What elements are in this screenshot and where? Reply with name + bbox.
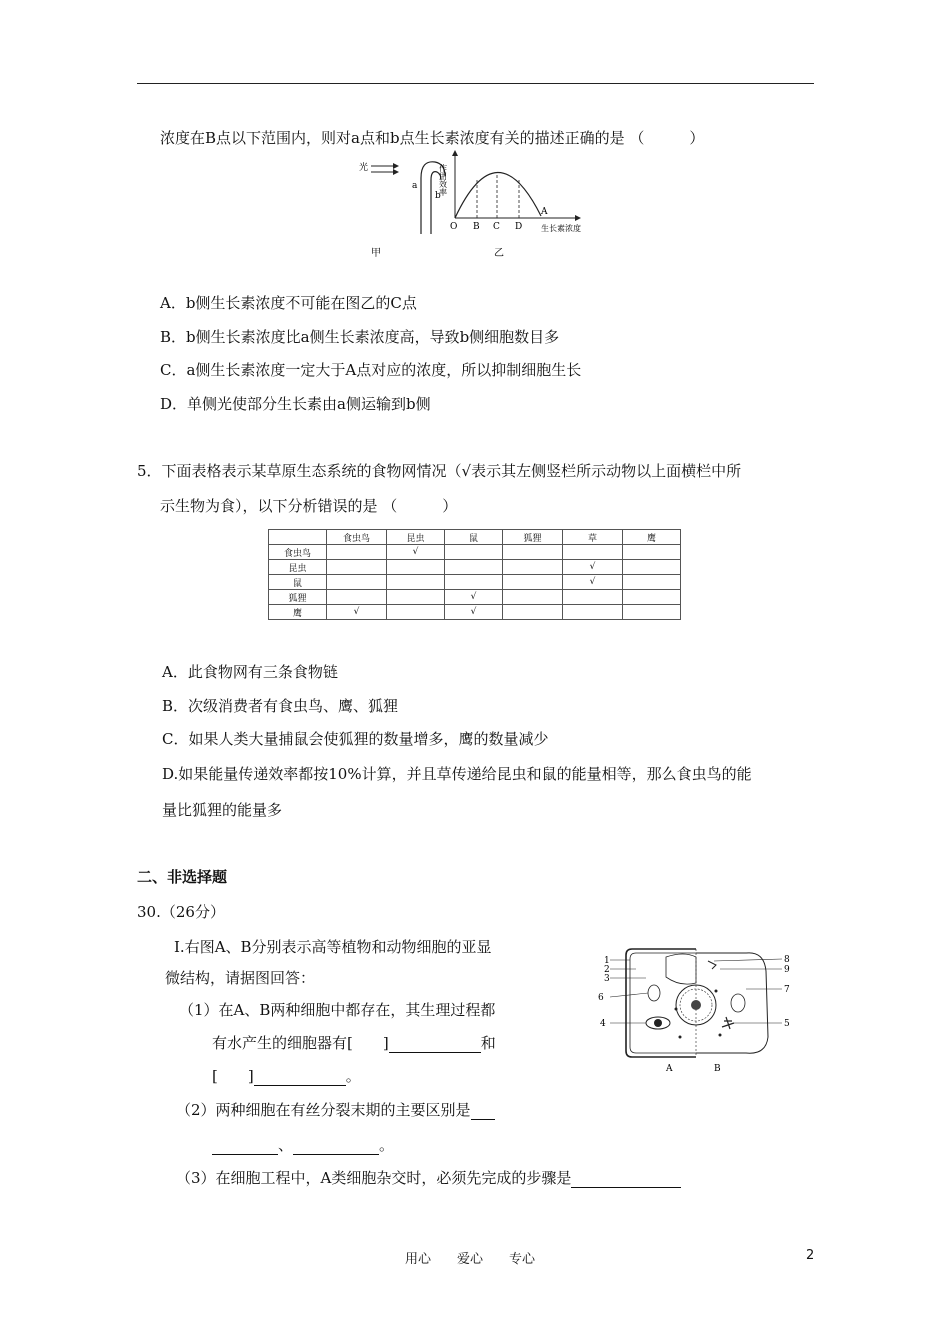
caption-jia: 甲: [371, 248, 381, 259]
table-cell: 食虫鸟: [269, 545, 327, 560]
table-cell: √: [445, 605, 503, 620]
cell-caption-a: A: [666, 1064, 673, 1074]
period: 。: [345, 1067, 361, 1085]
organelle-bracket-2: [ ]: [212, 1067, 254, 1085]
q30-part1-line1: Ⅰ.右图A、B分别表示高等植物和动物细胞的亚显: [174, 938, 492, 956]
q5-option-c: C．如果人类大量捕鼠会使狐狸的数量增多，鹰的数量减少: [162, 730, 549, 748]
y-arrowhead: [452, 150, 458, 156]
light-arrowhead-2: [393, 169, 399, 175]
table-cell: [387, 575, 445, 590]
table-cell: 狐狸: [269, 590, 327, 605]
tick-d: D: [515, 222, 523, 232]
answer-blank-2[interactable]: [254, 1069, 346, 1086]
table-cell: 鹰: [269, 605, 327, 620]
y-axis-label: 作用效率: [438, 164, 448, 196]
q5-option-b: B．次级消费者有食虫鸟、鹰、狐狸: [162, 697, 399, 715]
q30-title: 30.（26分）: [137, 903, 225, 921]
separator: 、: [278, 1136, 294, 1154]
answer-blank-5[interactable]: [293, 1138, 379, 1155]
table-cell: 狐狸: [503, 530, 563, 545]
plant-cell-membrane: [630, 953, 696, 1053]
table-cell: [623, 560, 681, 575]
table-cell: [327, 590, 387, 605]
period: 。: [379, 1136, 395, 1154]
light-arrowhead-1: [393, 163, 399, 169]
table-row: [269, 590, 681, 605]
table-row: [269, 605, 681, 620]
response-curve: [455, 172, 541, 218]
sub2-text: （2）两种细胞在有丝分裂末期的主要区别是: [176, 1101, 471, 1119]
q4-stem: 浓度在B点以下范围内，则对a点和b点生长素浓度有关的描述正确的是 （ ）: [160, 129, 705, 147]
table-cell: [503, 545, 563, 560]
answer-blank-1[interactable]: [389, 1036, 481, 1053]
table-cell: 食虫鸟: [327, 530, 387, 545]
table-row: [269, 545, 681, 560]
table-cell: [387, 605, 445, 620]
table-cell: [623, 575, 681, 590]
q30-sub2-line1: [176, 1100, 495, 1120]
cell-caption-b: B: [714, 1064, 721, 1074]
table-cell: 鼠: [445, 530, 503, 545]
page-number: 2: [806, 1248, 815, 1263]
q30-part1-line2: 微结构，请据图回答：: [165, 969, 316, 987]
table-cell: [503, 575, 563, 590]
point-a-label: A: [541, 207, 548, 217]
table-cell: 鼠: [269, 575, 327, 590]
q5-option-d-cont: 量比狐狸的能量多: [162, 801, 283, 819]
cell-label-3: 3: [604, 974, 610, 984]
table-cell: [503, 590, 563, 605]
vacuole: [666, 954, 696, 984]
cell-diagram: [596, 943, 796, 1078]
table-cell: √: [327, 605, 387, 620]
q30-sub2-line2: [212, 1135, 394, 1155]
animal-cell-membrane: [696, 953, 768, 1053]
cell-label-7: 7: [784, 985, 790, 995]
table-cell: [623, 590, 681, 605]
cell-label-1: 1: [604, 956, 610, 966]
table-cell: 草: [563, 530, 623, 545]
cell-label-5: 5: [784, 1019, 790, 1029]
q4-option-d: D．单侧光使部分生长素由a侧运输到b侧: [160, 395, 431, 413]
tick-o: O: [450, 222, 458, 232]
table-cell: √: [445, 590, 503, 605]
sub3-text: （3）在细胞工程中，A类细胞杂交时，必须先完成的步骤是: [176, 1169, 572, 1187]
table-header-row: [269, 530, 681, 545]
table-cell: [327, 545, 387, 560]
table-cell: [269, 530, 327, 545]
q4-option-b: B．b侧生长素浓度比a侧生长素浓度高，导致b侧细胞数目多: [160, 328, 560, 346]
table-cell: [387, 590, 445, 605]
q30-sub1-line3: [212, 1066, 361, 1086]
tick-b: B: [473, 222, 480, 232]
label-a: a: [412, 181, 418, 191]
table-cell: [327, 575, 387, 590]
table-cell: 鹰: [623, 530, 681, 545]
answer-blank-4[interactable]: [212, 1138, 278, 1155]
mitochondrion-b: [731, 994, 745, 1012]
table-cell: [387, 560, 445, 575]
chloroplast-grana: [654, 1019, 662, 1027]
q4-option-c: C．a侧生长素浓度一定大于A点对应的浓度，所以抑制细胞生长: [160, 361, 582, 379]
auxin-figure: [355, 150, 605, 262]
section-heading: 二、非选择题: [137, 868, 228, 886]
nucleolus: [691, 1000, 701, 1010]
table-cell: √: [387, 545, 445, 560]
q5-option-d: D.如果能量传递效率都按10%计算，并且草传递给昆虫和鼠的能量相等，那么食虫鸟的能: [162, 765, 752, 783]
centrosome: [708, 961, 716, 969]
table-cell: [327, 560, 387, 575]
answer-blank-3[interactable]: [471, 1103, 495, 1120]
q30-sub1-line2: [212, 1033, 496, 1053]
cell-label-2: 2: [604, 965, 610, 975]
table-cell: [503, 605, 563, 620]
table-cell: √: [563, 560, 623, 575]
table-cell: [503, 560, 563, 575]
header-rule: [137, 83, 814, 84]
table-cell: [563, 590, 623, 605]
golgi-b: [722, 1017, 734, 1029]
table-row: [269, 560, 681, 575]
table-cell: 昆虫: [387, 530, 445, 545]
q4-option-a: A．b侧生长素浓度不可能在图乙的C点: [160, 294, 417, 312]
table-cell: [623, 605, 681, 620]
table-row: [269, 575, 681, 590]
table-cell: [563, 545, 623, 560]
answer-blank-6[interactable]: [571, 1171, 681, 1188]
table-cell: [445, 575, 503, 590]
caption-yi: 乙: [494, 248, 504, 259]
q5-option-a: A．此食物网有三条食物链: [162, 663, 338, 681]
organelle-bracket-1: 有水产生的细胞器有[ ]: [212, 1034, 389, 1052]
x-axis-label: 生长素浓度: [541, 224, 581, 233]
table-cell: [445, 560, 503, 575]
q30-sub1-line1: （1）在A、B两种细胞中都存在，其生理过程都: [179, 1001, 496, 1019]
plant-cell-wall: [626, 949, 696, 1057]
food-web-table-wrap: [268, 529, 681, 620]
cell-label-6: 6: [598, 993, 604, 1003]
table-cell: √: [563, 575, 623, 590]
table-cell: [563, 605, 623, 620]
light-label: 光: [359, 163, 369, 173]
cell-label-4: 4: [600, 1019, 606, 1029]
table-cell: 昆虫: [269, 560, 327, 575]
cell-label-9: 9: [784, 965, 790, 975]
q5-stem-line2: 示生物为食），以下分析错误的是 （ ）: [160, 497, 458, 515]
q30-sub3-line1: [176, 1168, 681, 1188]
x-arrowhead: [575, 215, 581, 221]
food-web-table: [268, 529, 681, 620]
label-b: b: [435, 191, 441, 201]
table-cell: [445, 545, 503, 560]
footer-center: 用心 爱心 专心: [405, 1252, 536, 1267]
q5-stem-line1: 5．下面表格表示某草原生态系统的食物网情况（√表示其左侧竖栏所示动物以上面横栏中所: [137, 462, 742, 480]
cell-label-8: 8: [784, 955, 790, 965]
conjunction-and: 和: [480, 1034, 496, 1052]
mitochondrion-a: [648, 985, 660, 1001]
tick-c: C: [493, 222, 500, 232]
table-cell: [623, 545, 681, 560]
